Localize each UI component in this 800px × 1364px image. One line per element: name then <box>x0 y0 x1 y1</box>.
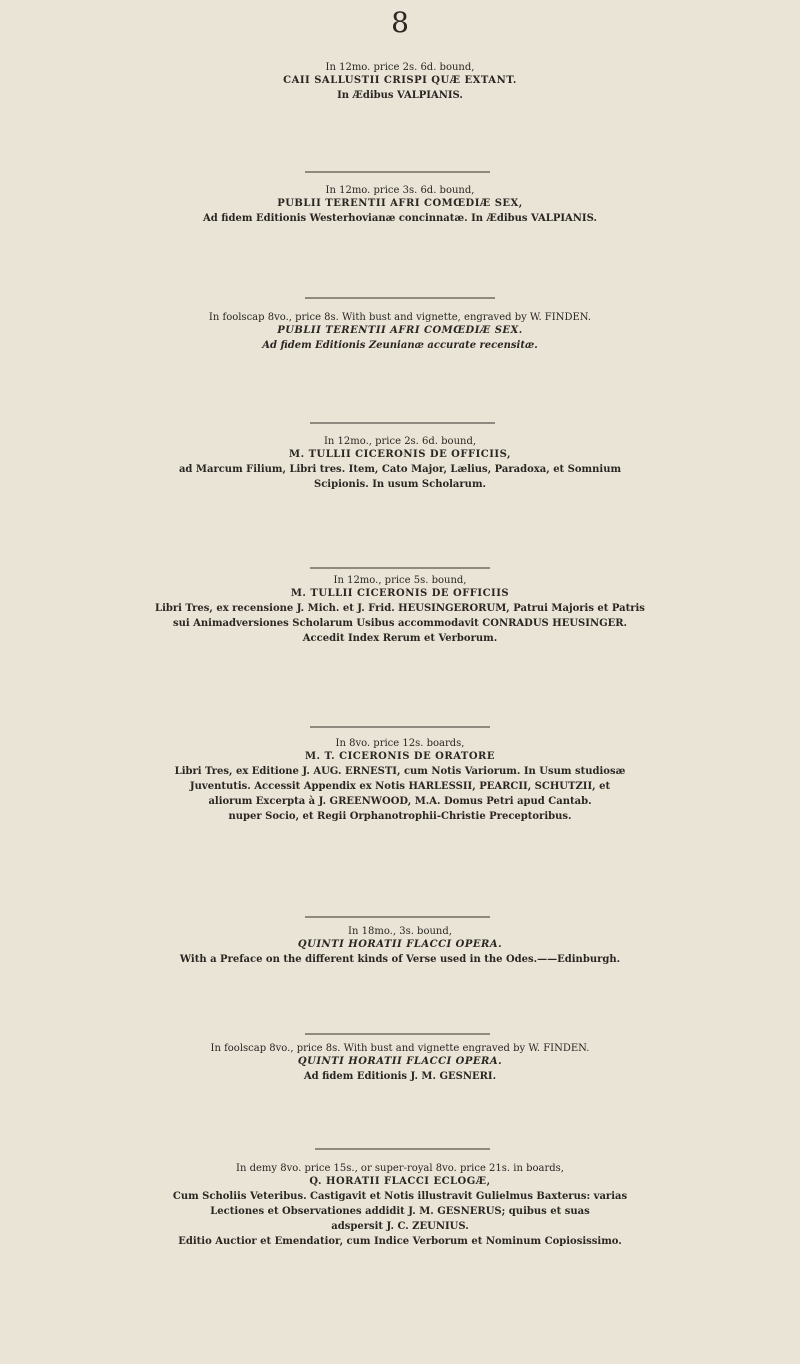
entry-line: Ad fidem Editionis J. M. GESNERI. <box>303 1071 497 1082</box>
catalogue-entry-horace-opera-2 <box>0 1043 800 1082</box>
entry-intro: In 12mo., price 5s. bound, <box>333 575 467 586</box>
entry-line: Ad fidem Editionis Zeunianæ accurate recensitæ. <box>262 340 538 351</box>
divider-rule <box>315 1148 490 1150</box>
entry-line: Libri Tres, ex recensione J. Mich. et J. Frid. HEUSINGERORUM, Patrui Majoris et Patris <box>155 603 645 614</box>
entry-line: Lectiones et Observationes addidit J. M. GESNERUS; quibus et suas <box>210 1206 590 1217</box>
entry-title: PUBLII TERENTII AFRI COMŒDIÆ SEX. <box>277 325 523 336</box>
entry-intro: In 12mo. price 2s. 6d. bound, <box>325 62 475 73</box>
entry-line: Editio Auctior et Emendatior, cum Indice Verborum et Nominum Copiosissimo. <box>178 1236 622 1247</box>
entry-title: PUBLII TERENTII AFRI COMŒDIÆ SEX, <box>277 198 523 209</box>
entry-intro: In 12mo. price 3s. 6d. bound, <box>325 185 475 196</box>
entry-line: Juventutis. Accessit Appendix ex Notis HARLESSII, PEARCII, SCHUTZII, et <box>189 781 611 792</box>
entry-intro: In 12mo., price 2s. 6d. bound, <box>323 436 477 447</box>
page-number: 8 <box>391 6 409 39</box>
catalogue-entry-cicero-oratore <box>0 738 800 822</box>
entry-line: Cum Scholiis Veteribus. Castigavit et Notis illustravit Gulielmus Baxterus: varias <box>172 1191 628 1202</box>
entry-intro: In 8vo. price 12s. boards, <box>335 738 465 749</box>
entry-title: QUINTI HORATII FLACCI OPERA. <box>297 1056 503 1067</box>
entry-line: adspersit J. C. ZEUNIUS. <box>331 1221 469 1232</box>
divider-rule <box>305 916 490 918</box>
divider-rule <box>305 297 495 299</box>
catalogue-entry-horace-eclogae <box>0 1163 800 1247</box>
divider-rule <box>305 1033 490 1035</box>
divider-rule <box>305 171 490 173</box>
entry-line: In Ædibus VALPIANIS. <box>337 90 463 101</box>
catalogue-entry-cicero-officiis-2 <box>0 575 800 644</box>
catalogue-entry-sallust <box>0 62 800 101</box>
entry-title: CAII SALLUSTII CRISPI QUÆ EXTANT. <box>283 75 517 86</box>
entry-line: ad Marcum Filium, Libri tres. Item, Cato Major, Lælius, Paradoxa, et Somnium <box>178 464 622 475</box>
entry-title: M. TULLII CICERONIS DE OFFICIIS <box>290 588 510 599</box>
entry-intro: In foolscap 8vo., price 8s. With bust and vignette, engraved by W. FINDEN. <box>208 312 592 323</box>
divider-rule <box>310 726 490 728</box>
entry-line: Libri Tres, ex Editione J. AUG. ERNESTI, cum Notis Variorum. In Usum studiosæ <box>174 766 626 777</box>
catalogue-entry-cicero-officiis-1 <box>0 436 800 490</box>
entry-line: aliorum Excerpta à J. GREENWOOD, M.A. Domus Petri apud Cantab. <box>208 796 592 807</box>
catalogue-entry-terence-zeune <box>0 312 800 351</box>
entry-line: Ad fidem Editionis Westerhovianæ concinnatæ. In Ædibus VALPIANIS. <box>203 213 597 224</box>
entry-intro: In foolscap 8vo., price 8s. With bust and vignette engraved by W. FINDEN. <box>210 1043 590 1054</box>
entry-title: M. T. CICERONIS DE ORATORE <box>304 751 495 762</box>
entry-intro: In 18mo., 3s. bound, <box>348 926 452 937</box>
catalogue-entry-terence-valpy <box>0 185 800 224</box>
entry-title: QUINTI HORATII FLACCI OPERA. <box>297 939 503 950</box>
divider-rule <box>310 422 495 424</box>
entry-line: With a Preface on the different kinds of Verse used in the Odes.——Edinburgh. <box>179 954 621 965</box>
catalogue-entry-horace-opera-1 <box>0 926 800 965</box>
entry-line: nuper Socio, et Regii Orphanotrophii-Christie Preceptoribus. <box>228 811 572 822</box>
entry-line: Scipionis. In usum Scholarum. <box>313 479 487 490</box>
divider-rule <box>310 567 490 569</box>
entry-title: M. TULLII CICERONIS DE OFFICIIS, <box>289 449 511 460</box>
entry-intro: In demy 8vo. price 15s., or super-royal 8vo. price 21s. in boards, <box>236 1163 564 1174</box>
entry-line: sui Animadversiones Scholarum Usibus accommodavit CONRADUS HEUSINGER. <box>172 618 628 629</box>
entry-line: Accedit Index Rerum et Verborum. <box>302 633 498 644</box>
entry-title: Q. HORATII FLACCI ECLOGÆ, <box>309 1176 491 1187</box>
